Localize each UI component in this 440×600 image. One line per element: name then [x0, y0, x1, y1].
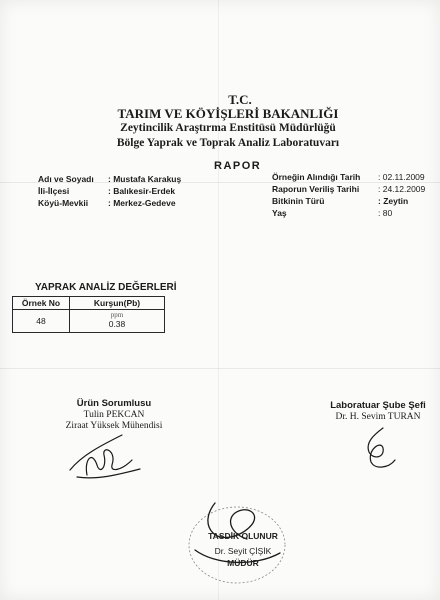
sample-date-value: : 02.11.2009 [378, 172, 425, 182]
plant-age-row [272, 207, 425, 219]
owner-location-value: : Balıkesir-Erdek [108, 186, 176, 196]
owner-info [38, 173, 181, 209]
lead-value: 0.38 [108, 318, 126, 329]
analysis-table [12, 296, 165, 333]
sample-date-row [272, 171, 425, 183]
approval-stamp [175, 495, 295, 590]
owner-village-value: : Merkez-Gedeve [108, 198, 176, 208]
plant-age-value: : 80 [378, 208, 393, 218]
report-title: RAPOR [214, 160, 262, 172]
sample-date-label: Örneğin Alındığı Tarih [272, 172, 361, 182]
report-date-value: : 24.12.2009 [378, 184, 426, 194]
lab-chief-title: Laboratuar Şube Şefi [330, 400, 426, 411]
stamp-name-text: Dr. Seyit ÇİŞİK [214, 546, 272, 556]
stamp-role-text: MÜDÜR [227, 558, 259, 568]
column-header-lead: Kurşun(Pb) [70, 297, 165, 310]
unit-note: ppm [110, 310, 124, 319]
plant-type-row [272, 195, 425, 207]
table-row [13, 310, 165, 333]
stamp-approval-text: TASDİK OLUNUR [208, 531, 278, 541]
cell-lead-value [70, 310, 165, 333]
product-manager-position: Ziraat Yüksek Mühendisi [65, 421, 163, 431]
report-date-label: Raporun Veriliş Tarihi [272, 184, 360, 194]
plant-type-value: : Zeytin [378, 196, 409, 206]
header-institute: Zeytincilik Araştırma Enstitüsü Müdürlüğü [120, 122, 336, 134]
owner-village-label: Köyü-Mevkii [38, 198, 89, 208]
lab-chief-signature [355, 424, 405, 472]
cell-sample-no: 48 [13, 310, 70, 333]
analysis-title: YAPRAK ANALİZ DEĞERLERİ [35, 282, 177, 293]
owner-location-row [38, 185, 181, 197]
header-laboratory: Bölge Yaprak ve Toprak Analiz Laboratuvarı [116, 137, 340, 149]
owner-name-row [38, 173, 181, 185]
plant-age-label: Yaş [272, 208, 287, 218]
owner-name-value: : Mustafa Karakuş [108, 174, 182, 184]
owner-location-label: İli-İlçesi [38, 186, 70, 196]
plant-type-label: Bitkinin Türü [272, 196, 325, 206]
owner-village-row [38, 197, 181, 209]
header-ministry: TARIM VE KÖYİŞLERİ BAKANLIĞI [117, 106, 339, 121]
table-header-row [13, 297, 165, 310]
column-header-sample-no: Örnek No [13, 297, 70, 310]
report-date-row [272, 183, 425, 195]
lab-chief-name: Dr. H. Sevim TURAN [335, 411, 421, 422]
product-manager-signature [62, 425, 152, 485]
lab-chief-signature-block [318, 400, 438, 423]
sample-info [272, 171, 425, 219]
product-manager-title: Ürün Sorumlusu [76, 398, 152, 409]
owner-name-label: Adı ve Soyadı [38, 174, 94, 184]
product-manager-name: Tulin PEKCAN [83, 409, 145, 420]
paper-fold [0, 368, 440, 369]
header-country: T.C. [228, 92, 252, 107]
